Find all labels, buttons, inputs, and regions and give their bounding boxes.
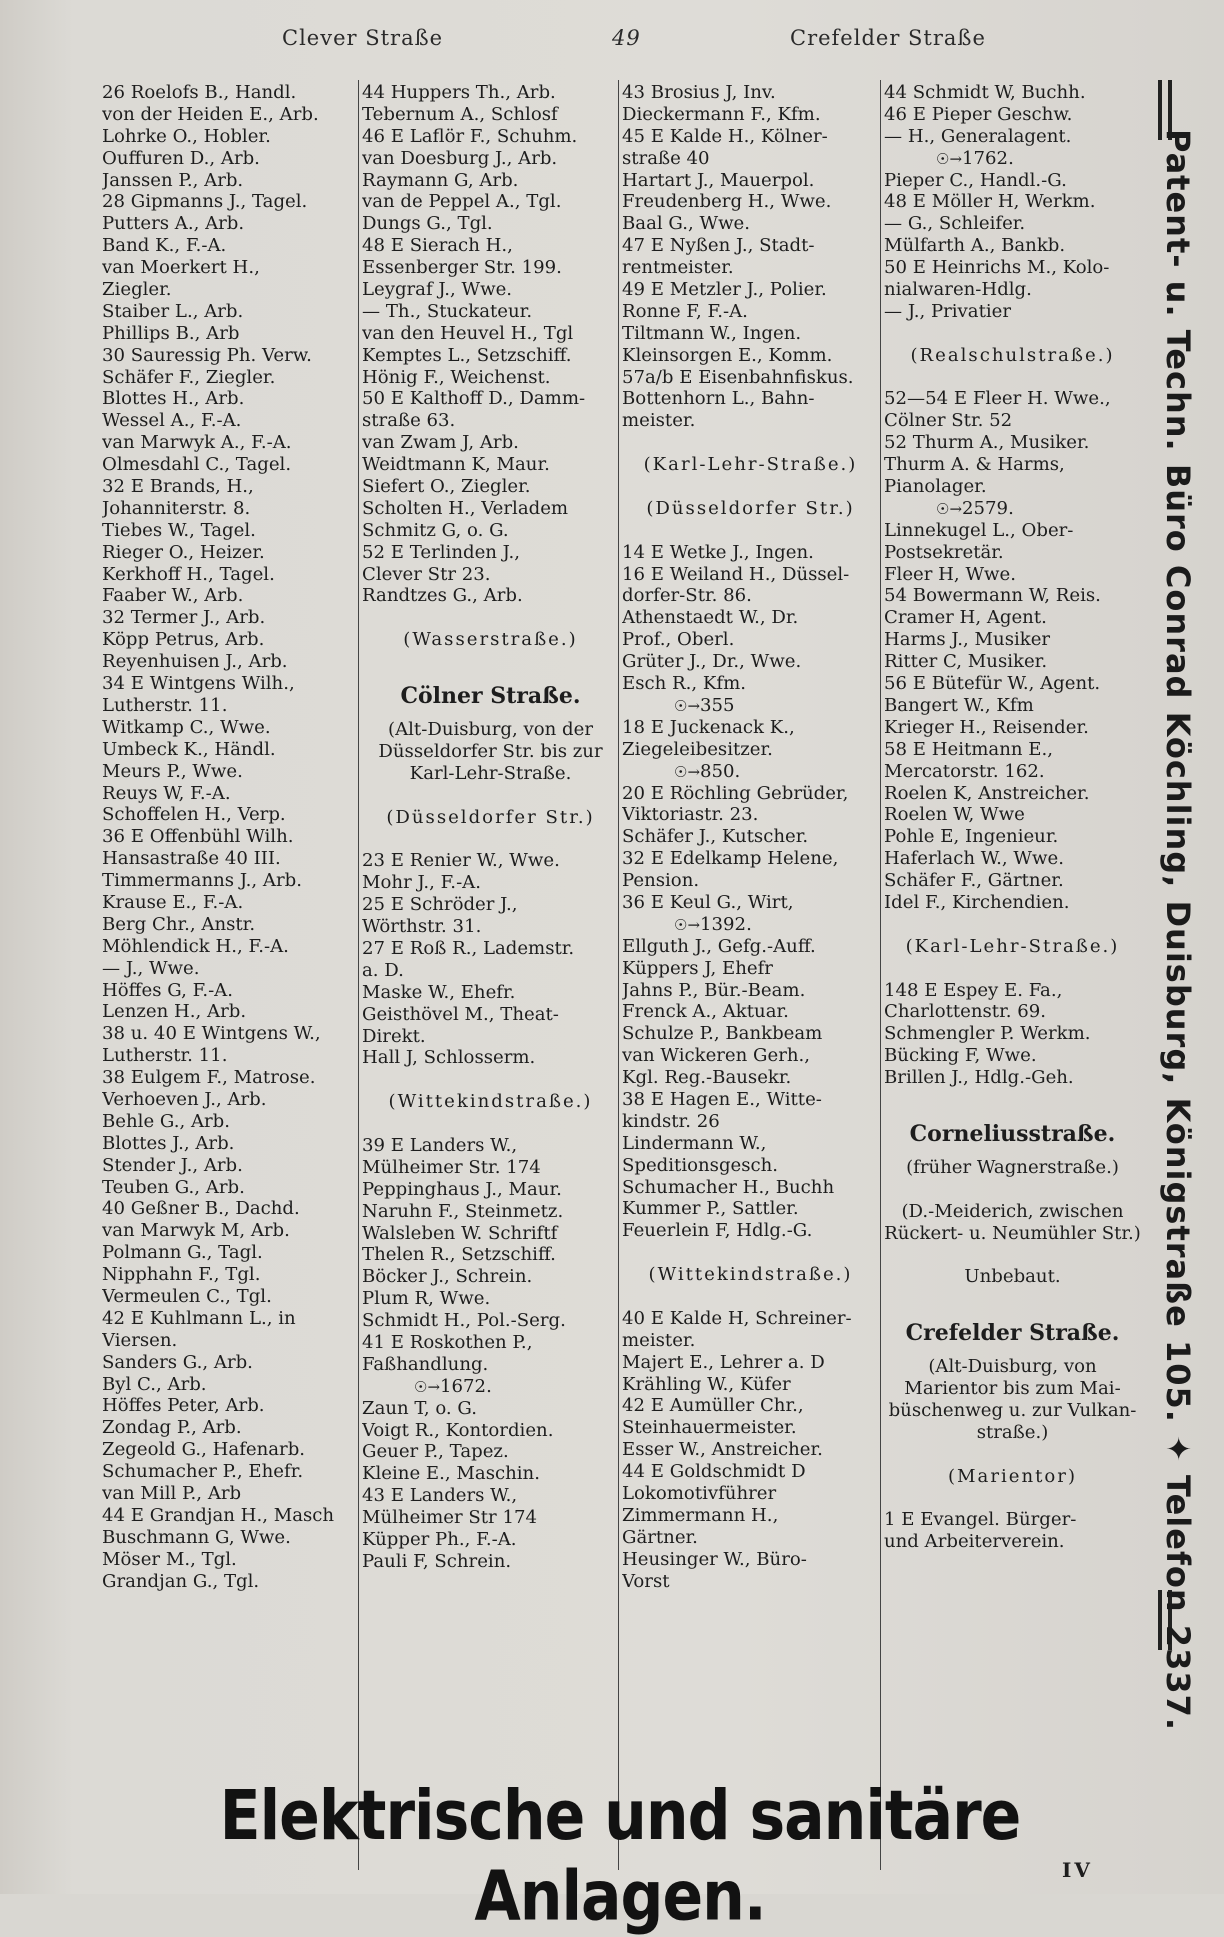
directory-entry: 44 E Grandjan H., Masch xyxy=(102,1504,335,1526)
page-signature: IV xyxy=(1062,1858,1093,1882)
directory-entry: Möser M., Tgl. xyxy=(102,1548,237,1570)
directory-entry: 42 E Kuhlmann L., in xyxy=(102,1307,296,1329)
directory-entry: 23 E Renier W., Wwe. xyxy=(362,850,560,872)
directory-entry xyxy=(884,914,1141,936)
directory-entry: von der Heiden E., Arb. xyxy=(102,103,319,125)
directory-entry: Speditionsgesch. xyxy=(622,1154,779,1176)
directory-entry: Fleer H, Wwe. xyxy=(884,563,1016,585)
directory-entry: Bücking F, Wwe. xyxy=(884,1045,1037,1067)
directory-entry: Ziegeleibesitzer. xyxy=(622,738,773,760)
directory-column-3 xyxy=(622,82,879,1592)
directory-entry: 41 E Roskothen P., xyxy=(362,1331,533,1353)
directory-entry: Teuben G., Arb. xyxy=(102,1176,245,1198)
directory-entry: (D.-Meiderich, zwischen xyxy=(901,1200,1124,1222)
directory-entry: Brillen J., Hdlg.-Geh. xyxy=(884,1067,1074,1089)
directory-entry: 43 Brosius J, Inv. xyxy=(622,82,776,103)
directory-entry: Essenberger Str. 199. xyxy=(362,257,562,279)
directory-entry: Geisthövel M., Theat- xyxy=(362,1003,559,1025)
directory-entry: 58 E Heitmann E., xyxy=(884,738,1053,760)
directory-entry: Ronne F, F.-A. xyxy=(622,300,748,322)
directory-entry: rentmeister. xyxy=(622,257,734,279)
directory-entry: 46 E Laflör F., Schuhm. xyxy=(362,125,578,147)
column-divider xyxy=(880,80,881,1870)
directory-entry: (Wittekindstraße.) xyxy=(648,1264,853,1286)
directory-entry: 25 E Schröder J., xyxy=(362,894,518,916)
directory-entry: 32 E Edelkamp Helene, xyxy=(622,848,839,870)
directory-entry: Hartart J., Mauerpol. xyxy=(622,169,815,191)
directory-entry: Kgl. Reg.-Bausekr. xyxy=(622,1067,792,1089)
directory-entry: Vermeulen C., Tgl. xyxy=(102,1285,272,1307)
directory-entry: Schmengler P. Werkm. xyxy=(884,1023,1091,1045)
directory-entry: (Alt-Duisburg, von xyxy=(928,1356,1097,1378)
directory-entry: Schumacher H., Buchh xyxy=(622,1176,835,1198)
directory-entry: Lohrke O., Hobler. xyxy=(102,125,271,147)
directory-entry xyxy=(622,476,879,498)
directory-entry: Viktoriastr. 23. xyxy=(622,804,759,826)
directory-entry: Zimmermann H., xyxy=(622,1504,779,1526)
directory-entry: Leygraf J., Wwe. xyxy=(362,279,513,301)
directory-entry xyxy=(884,958,1141,980)
directory-entry: 46 E Pieper Geschw. xyxy=(884,103,1073,125)
directory-entry: Cölner Str. 52 xyxy=(884,410,1013,432)
directory-entry: 36 E Offenbühl Wilh. xyxy=(102,826,294,848)
directory-entry: Schäfer J., Kutscher. xyxy=(622,826,809,848)
directory-entry: Höffes Peter, Arb. xyxy=(102,1395,265,1417)
directory-entry xyxy=(362,1069,619,1091)
directory-entry: Mercatorstr. 162. xyxy=(884,760,1045,782)
directory-entry: Lutherstr. 11. xyxy=(102,1045,228,1067)
directory-entry: Sanders G., Arb. xyxy=(102,1351,253,1373)
directory-entry: Postsekretär. xyxy=(884,541,1004,563)
directory-entry: 54 Bowermann W, Reis. xyxy=(884,585,1101,607)
directory-entry: Blottes H., Arb. xyxy=(102,388,245,410)
directory-entry: Krieger H., Reisender. xyxy=(884,716,1089,738)
directory-entry: — J., Wwe. xyxy=(102,957,200,979)
street-heading: Crefelder Straße. xyxy=(905,1320,1120,1347)
directory-entry: kindstr. 26 xyxy=(622,1110,720,1132)
directory-entry: Grandjan G., Tgl. xyxy=(102,1570,260,1592)
directory-entry: Dungs G., Tgl. xyxy=(362,213,493,235)
directory-entry xyxy=(884,1089,1141,1111)
directory-entry: (früher Wagnerstraße.) xyxy=(906,1156,1119,1178)
directory-entry: Karl-Lehr-Straße. xyxy=(409,762,572,784)
directory-entry: 30 Sauressig Ph. Verw. xyxy=(102,344,312,366)
directory-entry: 32 E Brands, H., xyxy=(102,476,254,498)
directory-entry: 57a/b E Eisenbahnfiskus. xyxy=(622,366,854,388)
directory-entry: 50 E Kalthoff D., Damm- xyxy=(362,388,586,410)
directory-entry: Mülheimer Str 174 xyxy=(362,1507,537,1529)
directory-entry: Mülheimer Str. 174 xyxy=(362,1156,541,1178)
directory-entry: Weidtmann K, Maur. xyxy=(362,454,550,476)
directory-entry: Roelen W, Wwe xyxy=(884,804,1025,826)
directory-entry: Janssen P., Arb. xyxy=(102,169,244,191)
directory-entry: 49 E Metzler J., Polier. xyxy=(622,279,827,301)
directory-entry: Bottenhorn L., Bahn- xyxy=(622,388,815,410)
directory-entry: Zondag P., Arb. xyxy=(102,1417,242,1439)
directory-entry: Staiber L., Arb. xyxy=(102,300,244,322)
directory-entry: Bangert W., Kfm xyxy=(884,694,1034,716)
directory-entry: Roelen K, Anstreicher. xyxy=(884,782,1090,804)
directory-entry: 14 E Wetke J., Ingen. xyxy=(622,541,814,563)
directory-entry: Kerkhoff H., Tagel. xyxy=(102,563,275,585)
header-right-street: Crefelder Straße xyxy=(790,26,986,50)
street-heading: Cölner Straße. xyxy=(400,683,581,710)
directory-entry: 44 E Goldschmidt D xyxy=(622,1461,806,1483)
directory-entry: 48 E Sierach H., xyxy=(362,235,513,257)
directory-entry: Putters A., Arb. xyxy=(102,213,245,235)
directory-entry: Frenck A., Aktuar. xyxy=(622,1001,789,1023)
directory-entry: Mohr J., F.-A. xyxy=(362,872,481,894)
directory-entry: Prof., Oberl. xyxy=(622,629,735,651)
directory-entry: Jahns P., Bür.-Beam. xyxy=(622,979,806,1001)
directory-entry: Feuerlein F, Hdlg.-G. xyxy=(622,1220,813,1242)
directory-column-2 xyxy=(362,82,619,1573)
directory-entry: (Marientor) xyxy=(947,1465,1078,1487)
directory-entry: Direkt. xyxy=(362,1025,426,1047)
directory-entry: Reuys W, F.-A. xyxy=(102,782,231,804)
directory-entry: Scholten H., Verladem xyxy=(362,497,569,519)
directory-column-1 xyxy=(102,82,359,1592)
directory-entry: Rieger O., Heizer. xyxy=(102,541,265,563)
directory-entry: Grüter J., Dr., Wwe. xyxy=(622,651,802,673)
directory-entry: Pohle E, Ingenieur. xyxy=(884,826,1059,848)
directory-entry: Böcker J., Schrein. xyxy=(362,1266,533,1288)
directory-entry: 42 E Aumüller Chr., xyxy=(622,1395,804,1417)
directory-entry: Ouffuren D., Arb. xyxy=(102,147,260,169)
directory-entry xyxy=(362,1113,619,1135)
directory-entry xyxy=(884,323,1141,345)
directory-entry: Pianolager. xyxy=(884,476,987,498)
directory-entry: Zaun T, o. G. xyxy=(362,1397,477,1419)
directory-entry: Tiltmann W., Ingen. xyxy=(622,322,802,344)
directory-entry: — G., Schleifer. xyxy=(884,213,1026,235)
directory-entry: van Wickeren Gerh., xyxy=(622,1045,811,1067)
directory-entry: Schoffelen H., Verp. xyxy=(102,804,286,826)
directory-entry: Thurm A. & Harms, xyxy=(884,454,1065,476)
directory-entry: Hönig F., Weichenst. xyxy=(362,366,551,388)
directory-entry: Viersen. xyxy=(102,1329,178,1351)
directory-entry: Stender J., Arb. xyxy=(102,1154,243,1176)
directory-entry: Peppinghaus J., Maur. xyxy=(362,1178,562,1200)
directory-entry: Marientor bis zum Mai- xyxy=(904,1377,1121,1399)
directory-entry: Kleine E., Maschin. xyxy=(362,1463,540,1485)
directory-entry xyxy=(622,1242,879,1264)
directory-entry: 52—54 E Fleer H. Wwe., xyxy=(884,388,1111,410)
directory-entry: ☉→ 1672. xyxy=(362,1376,619,1398)
directory-entry: van de Peppel A., Tgl. xyxy=(362,191,562,213)
directory-entry: Dieckermann F., Kfm. xyxy=(622,103,821,125)
directory-entry: (Düsseldorfer Str.) xyxy=(386,806,595,828)
directory-entry: Linnekugel L., Ober- xyxy=(884,519,1074,541)
directory-entry: Naruhn F., Steinmetz. xyxy=(362,1200,564,1222)
directory-entry: 38 E Hagen E., Witte- xyxy=(622,1088,822,1110)
directory-entry: Krause E., F.-A. xyxy=(102,891,244,913)
directory-entry: dorfer-Str. 86. xyxy=(622,585,752,607)
directory-entry: meister. xyxy=(622,410,696,432)
directory-entry: Gärtner. xyxy=(622,1526,698,1548)
directory-entry: Witkamp C., Wwe. xyxy=(102,716,271,738)
directory-entry: Schäfer F., Gärtner. xyxy=(884,870,1064,892)
directory-entry: Timmermanns J., Arb. xyxy=(102,870,302,892)
directory-entry: Raymann G, Arb. xyxy=(362,169,519,191)
directory-entry: van den Heuvel H., Tgl xyxy=(362,322,574,344)
street-heading: Corneliusstraße. xyxy=(909,1120,1116,1147)
directory-entry: Phillips B., Arb xyxy=(102,322,240,344)
directory-entry: a. D. xyxy=(362,959,404,981)
directory-entry: (Wasserstraße.) xyxy=(403,629,578,651)
directory-entry: straße.) xyxy=(976,1421,1049,1443)
directory-entry: 40 E Kalde H, Schreiner- xyxy=(622,1307,852,1329)
directory-entry: straße 63. xyxy=(362,410,456,432)
directory-entry: van Marwyk A., F.-A. xyxy=(102,432,292,454)
directory-entry xyxy=(884,1288,1141,1310)
directory-entry: Lokomotivführer xyxy=(622,1483,777,1504)
directory-entry: 40 Geßner B., Dachd. xyxy=(102,1198,300,1220)
directory-entry: van Marwyk M, Arb. xyxy=(102,1220,290,1242)
directory-entry: (Düsseldorfer Str.) xyxy=(646,497,855,519)
directory-entry: Höffes G, F.-A. xyxy=(102,979,234,1001)
directory-entry: Steinhauermeister. xyxy=(622,1417,797,1439)
directory-entry: 48 E Möller H, Werkm. xyxy=(884,191,1096,213)
directory-entry: Pieper C., Handl.-G. xyxy=(884,169,1067,191)
directory-entry: 16 E Weiland H., Düssel- xyxy=(622,563,850,585)
directory-entry: und Arbeiterverein. xyxy=(884,1531,1065,1553)
directory-entry: Freudenberg H., Wwe. xyxy=(622,191,832,213)
directory-column-4 xyxy=(884,82,1141,1553)
directory-entry: van Doesburg J., Arb. xyxy=(362,147,558,169)
directory-entry xyxy=(622,520,879,542)
directory-entry: Hansastraße 40 III. xyxy=(102,848,281,870)
directory-entry: ☉→ 1762. xyxy=(884,148,1141,170)
directory-entry: Faßhandlung. xyxy=(362,1353,489,1375)
directory-entry: Band K., F.-A. xyxy=(102,235,227,257)
directory-entry: Zegeold G., Hafenarb. xyxy=(102,1439,306,1461)
directory-entry: Vorst xyxy=(622,1570,670,1592)
directory-entry: 38 Eulgem F., Matrose. xyxy=(102,1067,316,1089)
directory-entry: van Zwam J, Arb. xyxy=(362,432,519,454)
directory-entry: (Alt-Duisburg, von der xyxy=(388,719,593,741)
directory-entry: Idel F., Kirchendien. xyxy=(884,891,1070,913)
directory-entry: Kummer P., Sattler. xyxy=(622,1198,799,1220)
directory-entry: Majert E., Lehrer a. D xyxy=(622,1351,825,1373)
directory-entry: Pauli F, Schrein. xyxy=(362,1550,512,1572)
directory-entry: 1 E Evangel. Bürger- xyxy=(884,1509,1077,1531)
directory-entry: 44 Huppers Th., Arb. xyxy=(362,82,556,103)
directory-entry: 44 Schmidt W, Buchh. xyxy=(884,82,1086,103)
directory-entry: Ellguth J., Gefg.-Auff. xyxy=(622,935,816,957)
directory-entry: meister. xyxy=(622,1329,696,1351)
directory-entry xyxy=(884,1179,1141,1201)
directory-entry: 32 Termer J., Arb. xyxy=(102,607,266,629)
directory-entry: 27 E Roß R., Lademstr. xyxy=(362,937,575,959)
directory-entry: 148 E Espey E. Fa., xyxy=(884,979,1063,1001)
directory-entry: Lutherstr. 11. xyxy=(102,694,228,716)
directory-entry: (Realschulstraße.) xyxy=(910,344,1115,366)
side-advertisement xyxy=(1142,80,1214,1780)
directory-entry: Behle G., Arb. xyxy=(102,1110,231,1132)
directory-entry: 34 E Wintgens Wilh., xyxy=(102,673,295,695)
directory-entry xyxy=(622,1286,879,1308)
header-left-street: Clever Straße xyxy=(282,26,444,50)
directory-entry: Randtzes G., Arb. xyxy=(362,585,523,607)
directory-entry: Siefert O., Ziegler. xyxy=(362,476,531,498)
directory-entry: büschenweg u. zur Vulkan- xyxy=(888,1399,1137,1421)
directory-entry: Hall J, Schlosserm. xyxy=(362,1047,536,1069)
directory-entry: (Karl-Lehr-Straße.) xyxy=(905,935,1120,957)
directory-entry: 38 u. 40 E Wintgens W., xyxy=(102,1023,321,1045)
directory-entry: Cramer H, Agent. xyxy=(884,607,1047,629)
directory-entry: Schäfer F., Ziegler. xyxy=(102,366,276,388)
directory-entry: Pension. xyxy=(622,870,700,892)
directory-entry: Kemptes L., Setzschiff. xyxy=(362,344,572,366)
directory-entry: 50 E Heinrichs M., Kolo- xyxy=(884,257,1110,279)
directory-entry: — J., Privatier xyxy=(884,300,1011,322)
directory-entry: nialwaren-Hdlg. xyxy=(884,279,1032,301)
directory-entry: Polmann G., Tagl. xyxy=(102,1242,263,1264)
directory-entry xyxy=(622,432,879,454)
side-ad-text: Patent- u. Techn. Büro Conrad Köchling, Duisburg, Königstraße 105. ✦ Telefon 2337. xyxy=(1159,128,1197,1732)
directory-entry: Schumacher P., Ehefr. xyxy=(102,1461,304,1483)
directory-entry xyxy=(362,829,619,851)
directory-entry: Heusinger W., Büro- xyxy=(622,1548,807,1570)
directory-entry: Köpp Petrus, Arb. xyxy=(102,629,265,651)
directory-entry: Verhoeven J., Arb. xyxy=(102,1088,267,1110)
directory-entry: Esch R., Kfm. xyxy=(622,673,747,695)
directory-entry: Mülfarth A., Bankb. xyxy=(884,235,1066,257)
directory-entry xyxy=(884,1487,1141,1509)
directory-entry: 36 E Keul G., Wirt, xyxy=(622,891,794,913)
directory-entry: Düsseldorfer Str. bis zur xyxy=(378,740,603,762)
directory-entry: — Th., Stuckateur. xyxy=(362,300,533,322)
directory-entry: Wörthstr. 31. xyxy=(362,916,482,938)
directory-entry: Charlottenstr. 69. xyxy=(884,1001,1047,1023)
directory-entry: Olmesdahl C., Tagel. xyxy=(102,454,292,476)
directory-entry: Schmitz G, o. G. xyxy=(362,519,509,541)
directory-entry: Plum R, Wwe. xyxy=(362,1288,491,1310)
directory-entry xyxy=(362,785,619,807)
directory-entry: Rückert- u. Neumühler Str.) xyxy=(884,1222,1141,1244)
directory-entry xyxy=(884,1444,1141,1466)
directory-entry: Küpper Ph., F.-A. xyxy=(362,1529,517,1550)
directory-entry: Blottes J., Arb. xyxy=(102,1132,235,1154)
directory-entry: 28 Gipmanns J., Tagel. xyxy=(102,191,308,213)
directory-entry: Tebernum A., Schlosf xyxy=(362,103,558,125)
directory-entry: Maske W., Ehefr. xyxy=(362,981,516,1003)
directory-entry: Haferlach W., Wwe. xyxy=(884,848,1064,870)
directory-entry: Wessel A., F.-A. xyxy=(102,410,242,432)
directory-entry: Berg Chr., Anstr. xyxy=(102,913,256,935)
directory-entry: 56 E Bütefür W., Agent. xyxy=(884,673,1101,695)
directory-entry: Ritter C, Musiker. xyxy=(884,651,1048,673)
directory-entry: Faaber W., Arb. xyxy=(102,585,244,607)
directory-entry: Krähling W., Küfer xyxy=(622,1373,791,1395)
directory-entry: Byl C., Arb. xyxy=(102,1373,207,1395)
directory-entry: Tiebes W., Tagel. xyxy=(102,519,256,541)
directory-entry: Geuer P., Tapez. xyxy=(362,1441,509,1463)
directory-entry: Esser W., Anstreicher. xyxy=(622,1439,823,1461)
directory-entry: straße 40 xyxy=(622,147,710,169)
directory-entry: Kleinsorgen E., Komm. xyxy=(622,344,833,366)
directory-entry: Voigt R., Kontordien. xyxy=(362,1419,554,1441)
directory-entry: 47 E Nyßen J., Stadt- xyxy=(622,235,815,257)
directory-entry xyxy=(362,607,619,629)
directory-entry: van Mill P., Arb xyxy=(102,1483,242,1504)
directory-entry: Lindermann W., xyxy=(622,1132,767,1154)
directory-entry: 20 E Röchling Gebrüder, xyxy=(622,782,849,804)
directory-entry: 26 Roelofs B., Handl. xyxy=(102,82,297,103)
directory-entry: (Wittekindstraße.) xyxy=(388,1091,593,1113)
directory-entry: ☉→ 1392. xyxy=(622,914,879,936)
directory-entry: 52 Thurm A., Musiker. xyxy=(884,432,1090,454)
bottom-advertisement-banner: Elektrische und sanitäre Anlagen. xyxy=(219,1775,1021,1937)
directory-entry xyxy=(884,367,1141,389)
directory-entry: Walsleben W. Schriftf xyxy=(362,1222,558,1244)
directory-entry: 43 E Landers W., xyxy=(362,1485,518,1507)
page-number: 49 xyxy=(612,26,641,50)
directory-entry: Unbebaut. xyxy=(964,1266,1061,1288)
directory-entry: Clever Str 23. xyxy=(362,563,491,585)
directory-entry: Schmidt H., Pol.-Serg. xyxy=(362,1310,566,1332)
directory-entry: Thelen R., Setzschiff. xyxy=(362,1244,556,1266)
directory-entry: Umbeck K., Händl. xyxy=(102,738,276,760)
directory-entry: Buschmann G, Wwe. xyxy=(102,1526,291,1548)
directory-entry: Ziegler. xyxy=(102,279,172,301)
directory-entry: Lenzen H., Arb. xyxy=(102,1001,247,1023)
directory-entry: Athenstaedt W., Dr. xyxy=(622,607,799,629)
directory-entry xyxy=(884,1244,1141,1266)
directory-entry: Harms J., Musiker xyxy=(884,629,1051,651)
directory-entry: Möhlendick H., F.-A. xyxy=(102,935,289,957)
directory-entry: 18 E Juckenack K., xyxy=(622,716,795,738)
directory-entry xyxy=(362,651,619,673)
directory-entry: Baal G., Wwe. xyxy=(622,213,751,235)
directory-entry: 39 E Landers W., xyxy=(362,1134,518,1156)
directory-entry: Küppers J, Ehefr xyxy=(622,957,773,979)
directory-entry: Nipphahn F., Tgl. xyxy=(102,1264,261,1286)
directory-entry: ☉→ 355 xyxy=(622,695,879,717)
directory-entry: (Karl-Lehr-Straße.) xyxy=(643,454,858,476)
directory-entry: Schulze P., Bankbeam xyxy=(622,1023,823,1045)
directory-entry: 45 E Kalde H., Kölner- xyxy=(622,125,828,147)
directory-entry: ☉→ 2579. xyxy=(884,498,1141,520)
directory-entry: Reyenhuisen J., Arb. xyxy=(102,651,288,673)
directory-entry: van Moerkert H., xyxy=(102,257,260,279)
directory-entry: — H., Generalagent. xyxy=(884,125,1072,147)
directory-entry: ☉→ 850. xyxy=(622,761,879,783)
directory-entry: Meurs P., Wwe. xyxy=(102,760,243,782)
directory-entry: 52 E Terlinden J., xyxy=(362,541,521,563)
directory-entry: Johanniterstr. 8. xyxy=(102,497,251,519)
